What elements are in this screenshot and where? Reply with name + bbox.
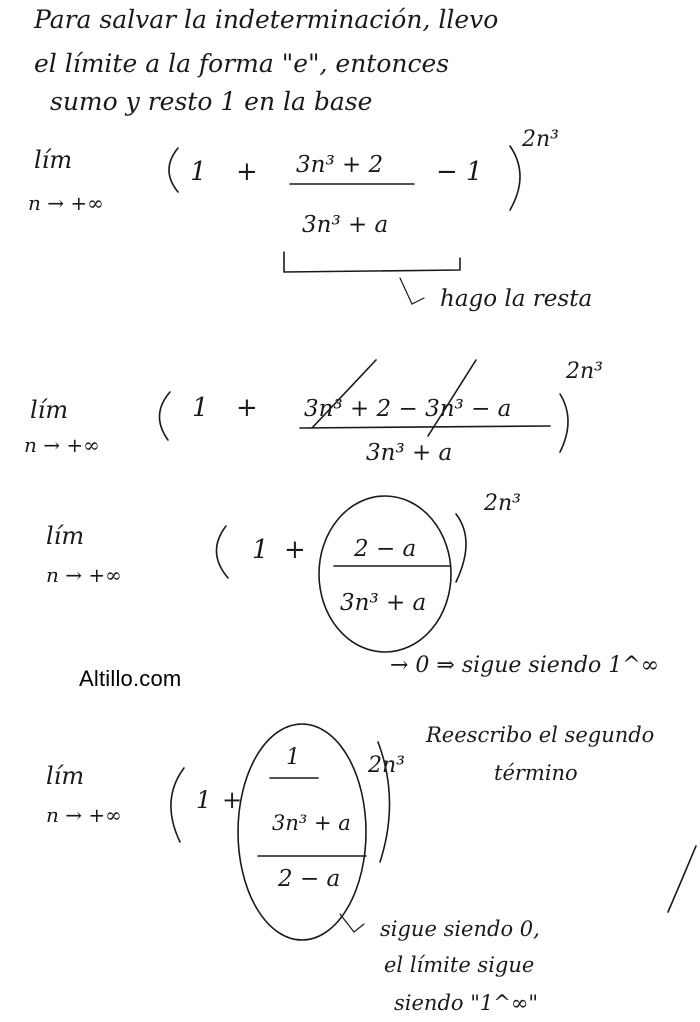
step1-bracket	[284, 252, 460, 272]
step1-close-paren	[510, 146, 520, 210]
step1-open-paren	[169, 148, 178, 192]
step4-open-paren	[171, 768, 184, 842]
intro-line-3: sumo y resto 1 en la base	[50, 87, 373, 116]
intro-line-1: Para salvar la indeterminación, llevo	[34, 5, 499, 34]
step4-note-bottom-3: siendo "1^∞"	[394, 991, 538, 1015]
step1-sub: n → +∞	[28, 191, 104, 215]
step4-sub: n → +∞	[46, 803, 122, 827]
step4-note-right-2: término	[494, 761, 578, 785]
step3-sub: n → +∞	[46, 563, 122, 587]
step2-plus: +	[236, 393, 258, 423]
step3-plus: +	[284, 535, 306, 565]
step1-num: 3n³ + 2	[296, 152, 384, 178]
step1-lim: lím	[34, 146, 73, 174]
step1-note: hago la resta	[440, 286, 593, 312]
step2-fraction-bar	[300, 426, 550, 428]
step3-note: → 0 ⇒ sigue siendo 1^∞	[390, 653, 660, 678]
step2-lim: lím	[30, 396, 69, 424]
step3-open-paren	[216, 526, 228, 578]
step3-den: 3n³ + a	[340, 590, 427, 616]
step2-num: 3n³ + 2 − 3n³ − a	[304, 396, 512, 422]
step2-one: 1	[192, 393, 209, 423]
watermark: Altillo.com	[79, 666, 182, 691]
step4-exp: 2n³	[368, 753, 405, 778]
step4-one: 1	[196, 786, 212, 814]
step4-note-bottom-1: sigue siendo 0,	[380, 917, 540, 941]
step3-close-paren	[456, 514, 466, 582]
step3-one: 1	[252, 535, 269, 565]
step2-exp: 2n³	[566, 359, 603, 384]
step4-inner-num: 1	[286, 745, 300, 770]
step4-note-right-1: Reescribo el segundo	[426, 723, 655, 747]
step3-num: 2 − a	[354, 536, 417, 562]
intro-line-2: el límite a la forma "e", entonces	[34, 49, 450, 78]
step1-exp: 2n³	[522, 127, 559, 152]
step3-lim: lím	[46, 522, 85, 550]
step4-arrow	[340, 914, 364, 932]
step1-minus-one: − 1	[436, 157, 483, 187]
step4-inner-den: 3n³ + a	[272, 811, 351, 835]
step1-den: 3n³ + a	[302, 212, 389, 238]
step1-plus: +	[236, 157, 258, 187]
step4-lim: lím	[46, 762, 85, 790]
step4-den: 2 − a	[278, 866, 341, 892]
step4-plus: +	[222, 786, 243, 814]
step1-one: 1	[190, 157, 207, 187]
step2-close-paren	[560, 394, 568, 452]
step4-note-bottom-2: el límite sigue	[384, 953, 535, 977]
step2-den: 3n³ + a	[366, 440, 453, 466]
step2-sub: n → +∞	[24, 433, 100, 457]
step3-exp: 2n³	[484, 491, 521, 516]
step3-circle	[319, 496, 451, 652]
step2-open-paren	[159, 392, 170, 440]
check-mark-icon	[668, 846, 696, 912]
step1-arrow	[400, 278, 424, 304]
